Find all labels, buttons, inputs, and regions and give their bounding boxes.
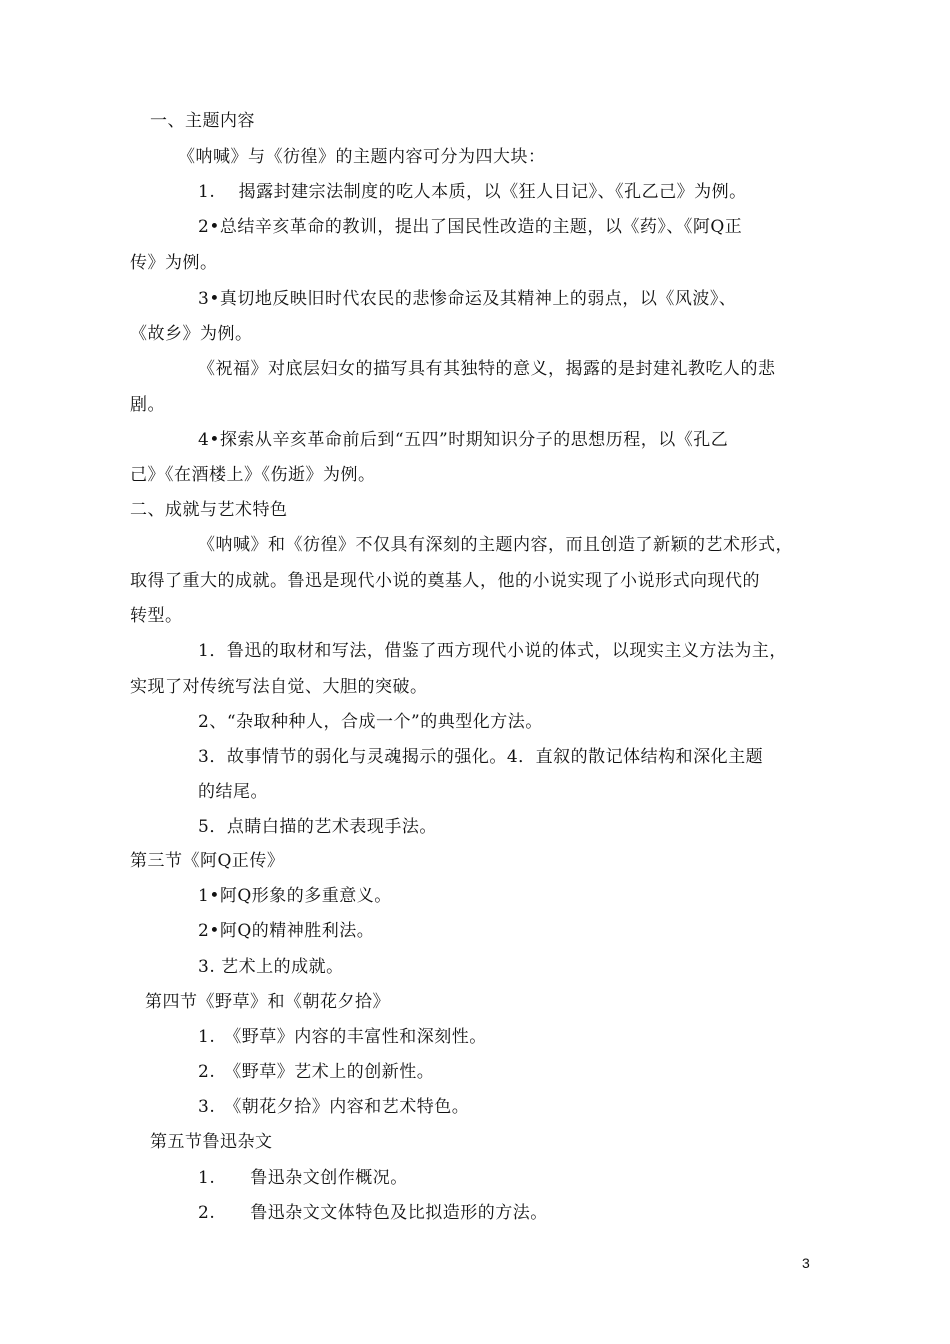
list-item-3-cont: 《故乡》为例。 [130,324,253,344]
list-item-2: 2. 鲁迅杂文文体特色及比拟造形的方法。 [198,1203,548,1223]
list-item-1: 1. 《野草》内容的丰富性和深刻性。 [198,1027,487,1047]
list-item-1: 1. 揭露封建宗法制度的吃人本质，以《狂人日记》、《孔乙己》为例。 [198,182,747,202]
list-item-3-4: 3．故事情节的弱化与灵魂揭示的强化。4．直叙的散记体结构和深化主题 [198,747,764,767]
paragraph-line: 《祝福》对底层妇女的描写具有其独特的意义，揭露的是封建礼教吃人的悲 [198,359,776,379]
heading-section-3: 第三节《阿Q正传》 [130,851,285,871]
heading-achievement: 二、成就与艺术特色 [130,500,288,520]
list-item-2: 2. 《野草》艺术上的创新性。 [198,1062,435,1082]
heading-section-4: 第四节《野草》和《朝花夕拾》 [145,992,390,1012]
list-item-5: 5．点睛白描的艺术表现手法。 [198,817,437,837]
list-item-1: 1．鲁迅的取材和写法，借鉴了西方现代小说的体式，以现实主义方法为主， [198,641,787,661]
list-item-4: 4•探索从辛亥革命前后到“五四”时期知识分子的思想历程，以《孔乙 [198,430,729,450]
list-item-1-cont: 实现了对传统写法自觉、大胆的突破。 [130,677,428,697]
heading-theme-content: 一、主题内容 [150,111,255,131]
list-item-1: 1•阿Q形象的多重意义。 [198,886,392,906]
list-item-2-cont: 传》为例。 [130,253,218,273]
list-item-2: 2•阿Q的精神胜利法。 [198,921,375,941]
heading-section-5: 第五节鲁迅杂文 [150,1132,273,1152]
paragraph-line: 取得了重大的成就。鲁迅是现代小说的奠基人，他的小说实现了小说形式向现代的 [130,571,760,591]
paragraph-line-cont: 剧。 [130,395,165,415]
list-item-4-cont: 己》《在酒楼上》《伤逝》为例。 [130,465,376,485]
paragraph-line: 转型。 [130,606,183,626]
list-item-2: 2•总结辛亥革命的教训，提出了国民性改造的主题，以《药》、《阿Q正 [198,217,743,237]
list-item-3: 3. 《朝花夕拾》内容和艺术特色。 [198,1097,470,1117]
page-number: 3 [802,1255,810,1271]
list-item-3: 3. 艺术上的成就。 [198,957,344,977]
list-item-3: 3•真切地反映旧时代农民的悲惨命运及其精神上的弱点，以《风波》、 [198,289,737,309]
paragraph-line: 《呐喊》与《彷徨》的主题内容可分为四大块： [178,147,546,167]
list-item-4-cont: 的结尾。 [198,782,268,802]
paragraph-line: 《呐喊》和《彷徨》不仅具有深刻的主题内容，而且创造了新颖的艺术形式， [198,535,793,555]
list-item-1: 1. 鲁迅杂文创作概况。 [198,1168,408,1188]
list-item-2: 2、“杂取种种人，合成一个”的典型化方法。 [198,712,543,732]
